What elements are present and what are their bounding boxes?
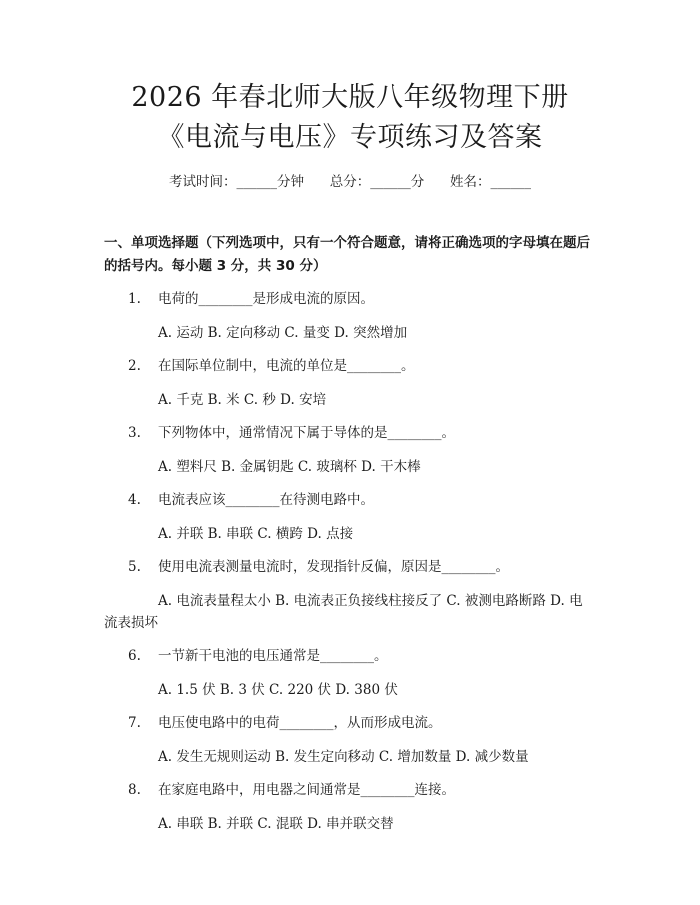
question-item <box>104 780 596 835</box>
question-number: 7. <box>128 715 141 731</box>
question-stem <box>104 713 596 733</box>
question-stem <box>104 289 596 309</box>
question-options: A. 并联 B. 串联 C. 横跨 D. 点接 <box>158 526 354 542</box>
question-number: 8. <box>128 782 141 798</box>
question-item <box>104 289 596 344</box>
question-number: 3. <box>128 425 141 441</box>
question-number: 6. <box>128 648 141 664</box>
question-stem <box>104 646 596 666</box>
question-text: 在国际单位制中，电流的单位是________。 <box>158 358 415 374</box>
question-options: A. 运动 B. 定向移动 C. 量变 D. 突然增加 <box>158 325 408 341</box>
question-options: A. 1.5 伏 B. 3 伏 C. 220 伏 D. 380 伏 <box>158 682 398 698</box>
question-number: 5. <box>128 559 141 575</box>
question-item <box>104 713 596 768</box>
document-title: 2026 年春北师大版八年级物理下册《电流与电压》专项练习及答案 <box>131 82 569 153</box>
question-text: 一节新干电池的电压通常是________。 <box>158 648 388 664</box>
question-number: 4. <box>128 492 141 508</box>
question-text: 电压使电路中的电荷________，从而形成电流。 <box>158 715 442 731</box>
question-text: 电荷的________是形成电流的原因。 <box>158 291 374 307</box>
question-text: 使用电流表测量电流时，发现指针反偏，原因是________。 <box>158 559 509 575</box>
question-text: 在家庭电路中，用电器之间通常是________连接。 <box>158 782 455 798</box>
question-options: A. 电流表量程太小 B. 电流表正负接线柱接反了 C. 被测电路断路 D. 电流表损坏 <box>104 593 583 631</box>
exam-meta-line: 考试时间：______分钟 总分：______分 姓名：______ <box>169 174 531 190</box>
question-options: A. 塑料尺 B. 金属钥匙 C. 玻璃杯 D. 干木棒 <box>158 459 421 475</box>
question-stem <box>104 780 596 800</box>
question-list <box>104 289 596 835</box>
section-heading: 一、单项选择题（下列选项中，只有一个符合题意，请将正确选项的字母填在题后的括号内。每小题 3 分，共 30 分） <box>104 235 590 274</box>
question-item <box>104 557 596 634</box>
question-number: 1. <box>128 291 141 307</box>
question-text: 下列物体中，通常情况下属于导体的是________。 <box>158 425 455 441</box>
question-stem <box>104 356 596 376</box>
question-stem <box>104 490 596 510</box>
question-item <box>104 490 596 545</box>
question-item <box>104 423 596 478</box>
question-options: A. 千克 B. 米 C. 秒 D. 安培 <box>158 392 327 408</box>
question-stem <box>104 423 596 443</box>
question-item <box>104 356 596 411</box>
question-text: 电流表应该________在待测电路中。 <box>158 492 374 508</box>
question-options: A. 发生无规则运动 B. 发生定向移动 C. 增加数量 D. 减少数量 <box>158 749 529 765</box>
question-item <box>104 646 596 701</box>
question-options: A. 串联 B. 并联 C. 混联 D. 串并联交替 <box>158 816 394 832</box>
question-number: 2. <box>128 358 141 374</box>
question-stem <box>104 557 596 577</box>
